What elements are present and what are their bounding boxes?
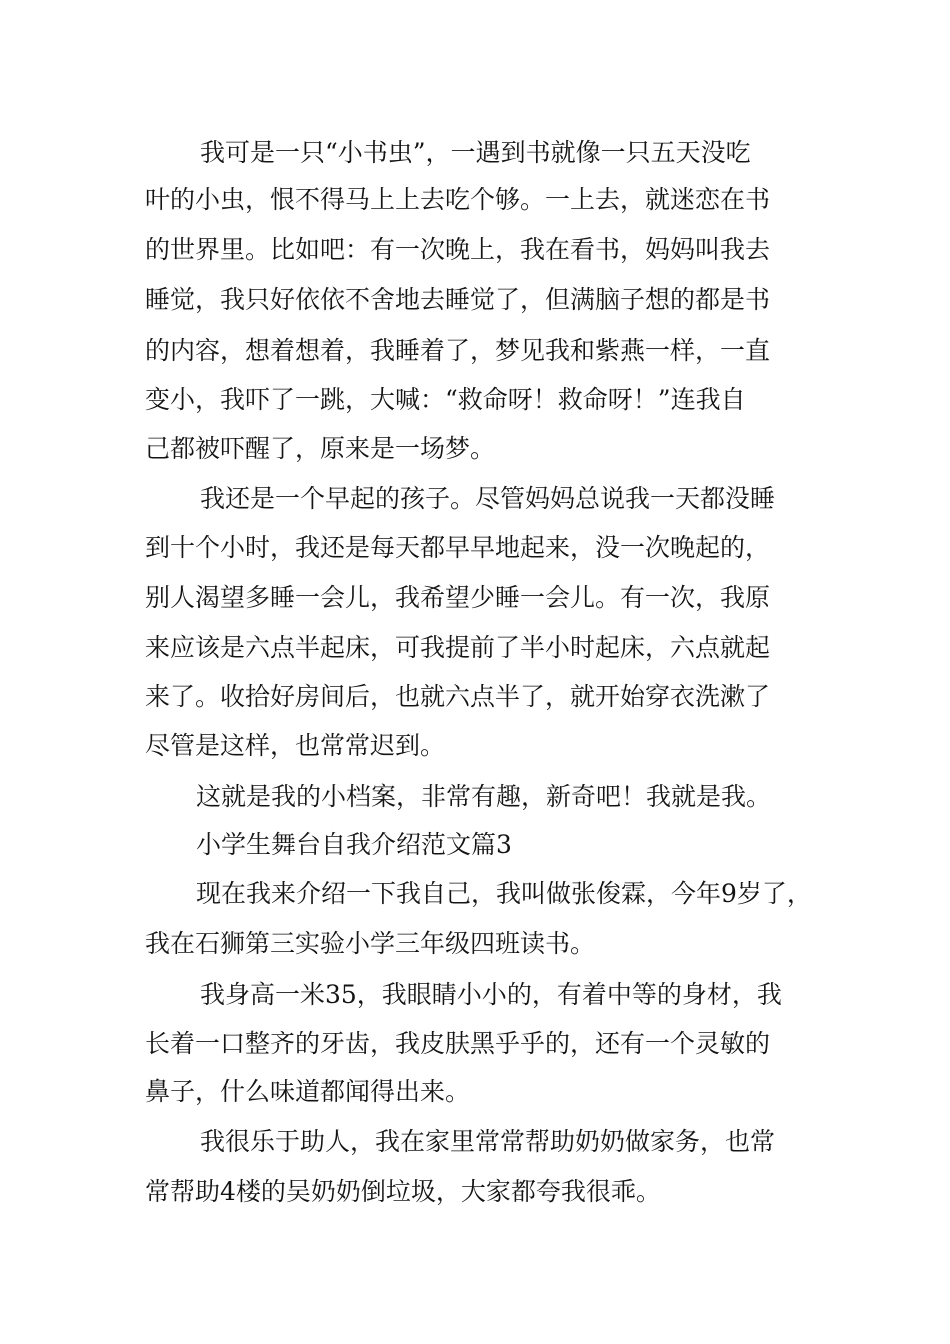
paragraph-3-line-1: 这就是我的小档案，非常有趣，新奇吧！我就是我。: [196, 782, 772, 811]
paragraph-4-line-2: 我在石狮第三实验小学三年级四班读书。: [145, 929, 596, 958]
paragraph-6-line-2: 常帮助4楼的吴奶奶倒垃圾，大家都夸我很乖。: [145, 1177, 661, 1206]
paragraph-4-line-1: 现在我来介绍一下我自己，我叫做张俊霖，今年9岁了，: [196, 879, 812, 908]
paragraph-2-line-4: 来应该是六点半起床，可我提前了半小时起床，六点就起: [145, 633, 771, 662]
paragraph-1-line-4: 睡觉，我只好依依不舍地去睡觉了，但满脑子想的都是书: [145, 285, 771, 314]
paragraph-2-line-5: 来了。收拾好房间后，也就六点半了，就开始穿衣洗漱了: [145, 682, 771, 711]
paragraph-6-line-1: 我很乐于助人，我在家里常常帮助奶奶做家务，也常: [200, 1127, 776, 1156]
paragraph-1-line-5: 的内容，想着想着，我睡着了，梦见我和紫燕一样，一直: [145, 336, 771, 365]
paragraph-2-line-2: 到十个小时，我还是每天都早早地起来，没一次晚起的，: [145, 533, 771, 562]
paragraph-2-line-1: 我还是一个早起的孩子。尽管妈妈总说我一天都没睡: [200, 484, 776, 513]
paragraph-1-line-1: 我可是一只“小书虫”，一遇到书就像一只五天没吃: [200, 138, 751, 167]
section-heading: 小学生舞台自我介绍范文篇3: [196, 830, 512, 859]
paragraph-5-line-3: 鼻子，什么味道都闻得出来。: [145, 1077, 471, 1106]
paragraph-2-line-6: 尽管是这样，也常常迟到。: [145, 731, 446, 760]
paragraph-2-line-3: 别人渴望多睡一会儿，我希望少睡一会儿。有一次，我原: [145, 583, 771, 612]
paragraph-5-line-2: 长着一口整齐的牙齿，我皮肤黑乎乎的，还有一个灵敏的: [145, 1029, 771, 1058]
paragraph-1-line-3: 的世界里。比如吧：有一次晚上，我在看书，妈妈叫我去: [145, 235, 771, 264]
paragraph-1-line-7: 己都被吓醒了，原来是一场梦。: [145, 434, 496, 463]
paragraph-5-line-1: 我身高一米35，我眼睛小小的，有着中等的身材，我: [200, 980, 782, 1009]
paragraph-1-line-2: 叶的小虫，恨不得马上上去吃个够。一上去，就迷恋在书: [145, 185, 771, 214]
paragraph-1-line-6: 变小，我吓了一跳，大喊：“救命呀！救命呀！”连我自: [145, 385, 746, 414]
